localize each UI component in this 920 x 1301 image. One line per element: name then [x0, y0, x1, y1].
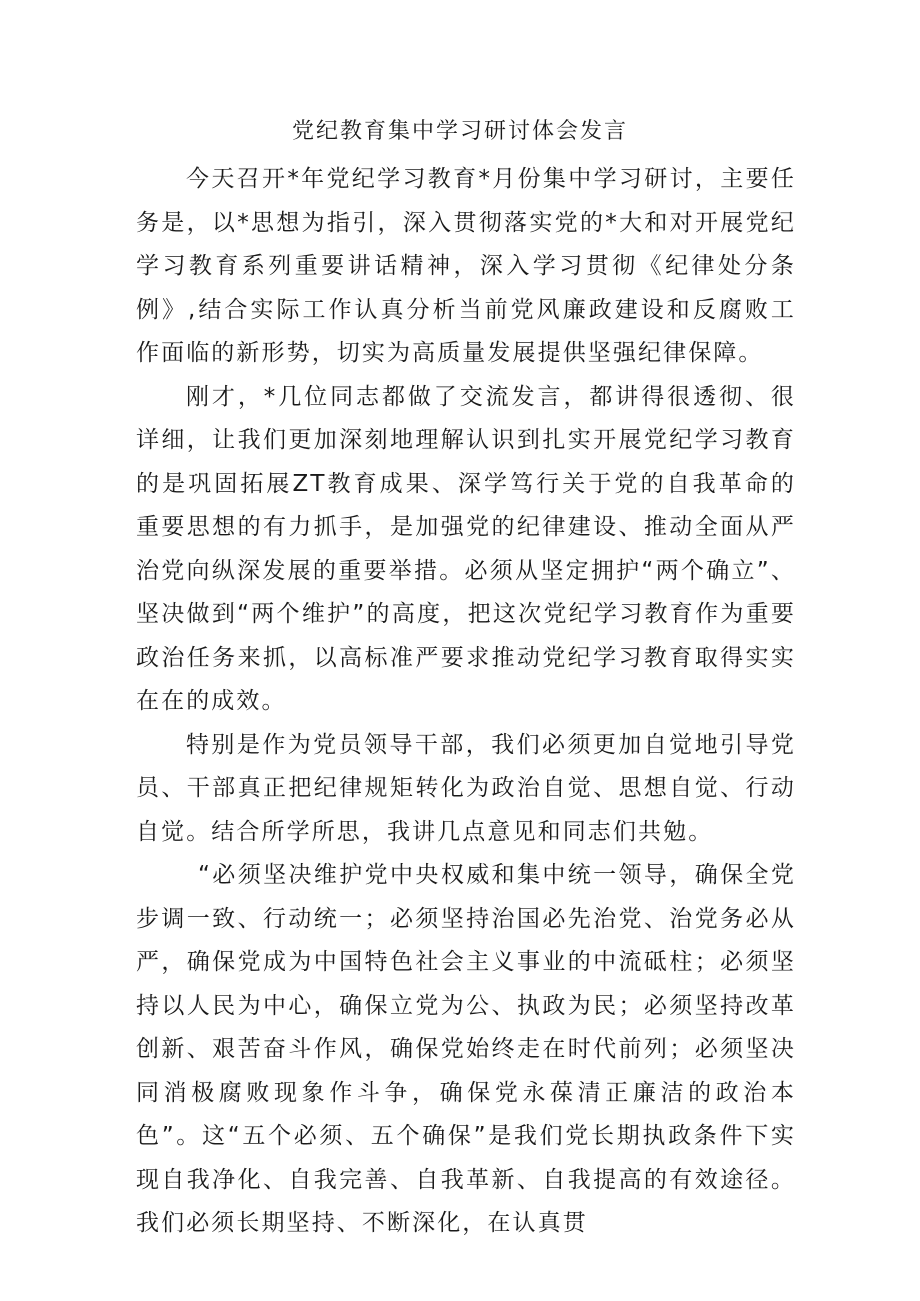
paragraph-leaders: 特别是作为党员领导干部，我们必须更加自觉地引导党员、干部真正把纪律规矩转化为政治自觉、思想自觉、行动自觉。结合所学所思，我讲几点意见和同志们共勉。: [136, 731, 796, 845]
document-body: [136, 158, 796, 1246]
paragraph-five-musts: “必须坚决维护党中央权威和集中统一领导，确保全党步调一致、行动统一；必须坚持治国必先治党、治党务必从严，确保党成为中国特色社会主义事业的中流砥柱；必须坚持以人民为中心，确保立党为公、执政为民；必须坚持改革创新、艰苦奋斗作风，确保党始终走在时代前列；必须坚决同消极腐败现象作斗争，确保党永葆清正廉洁的政治本色”。这“五个必须、五个确保”是我们党长期执政条件下实现自我净化、自我完善、自我革新、自我提高的有效途径。我们必须长期坚持、不断深化，在认真贯: [136, 862, 796, 1236]
paragraph-exchange: 刚才，*几位同志都做了交流发言，都讲得很透彻、很详细，让我们更加深刻地理解认识到扎实开展党纪学习教育的是巩固拓展ZT教育成果、深学笃行关于党的自我革命的重要思想的有力抓手，是加强党的纪律建设、推动全面从严治党向纵深发展的重要举措。必须从坚定拥护“两个确立”、坚决做到“两个维护”的高度，把这次党纪学习教育作为重要政治任务来抓，以高标准严要求推动党纪学习教育取得实实在在的成效。: [136, 383, 796, 714]
paragraph-intro: 今天召开*年党纪学习教育*月份集中学习研讨，主要任务是，以*思想为指引，深入贯彻落实党的*大和对开展党纪学习教育系列重要讲话精神，深入学习贯彻《纪律处分条例》,结合实际工作认真分析当前党风廉政建设和反腐败工作面临的新形势，切实为高质量发展提供坚强纪律保障。: [136, 166, 796, 366]
document-title: 党纪教育集中学习研讨体会发言: [291, 119, 628, 144]
